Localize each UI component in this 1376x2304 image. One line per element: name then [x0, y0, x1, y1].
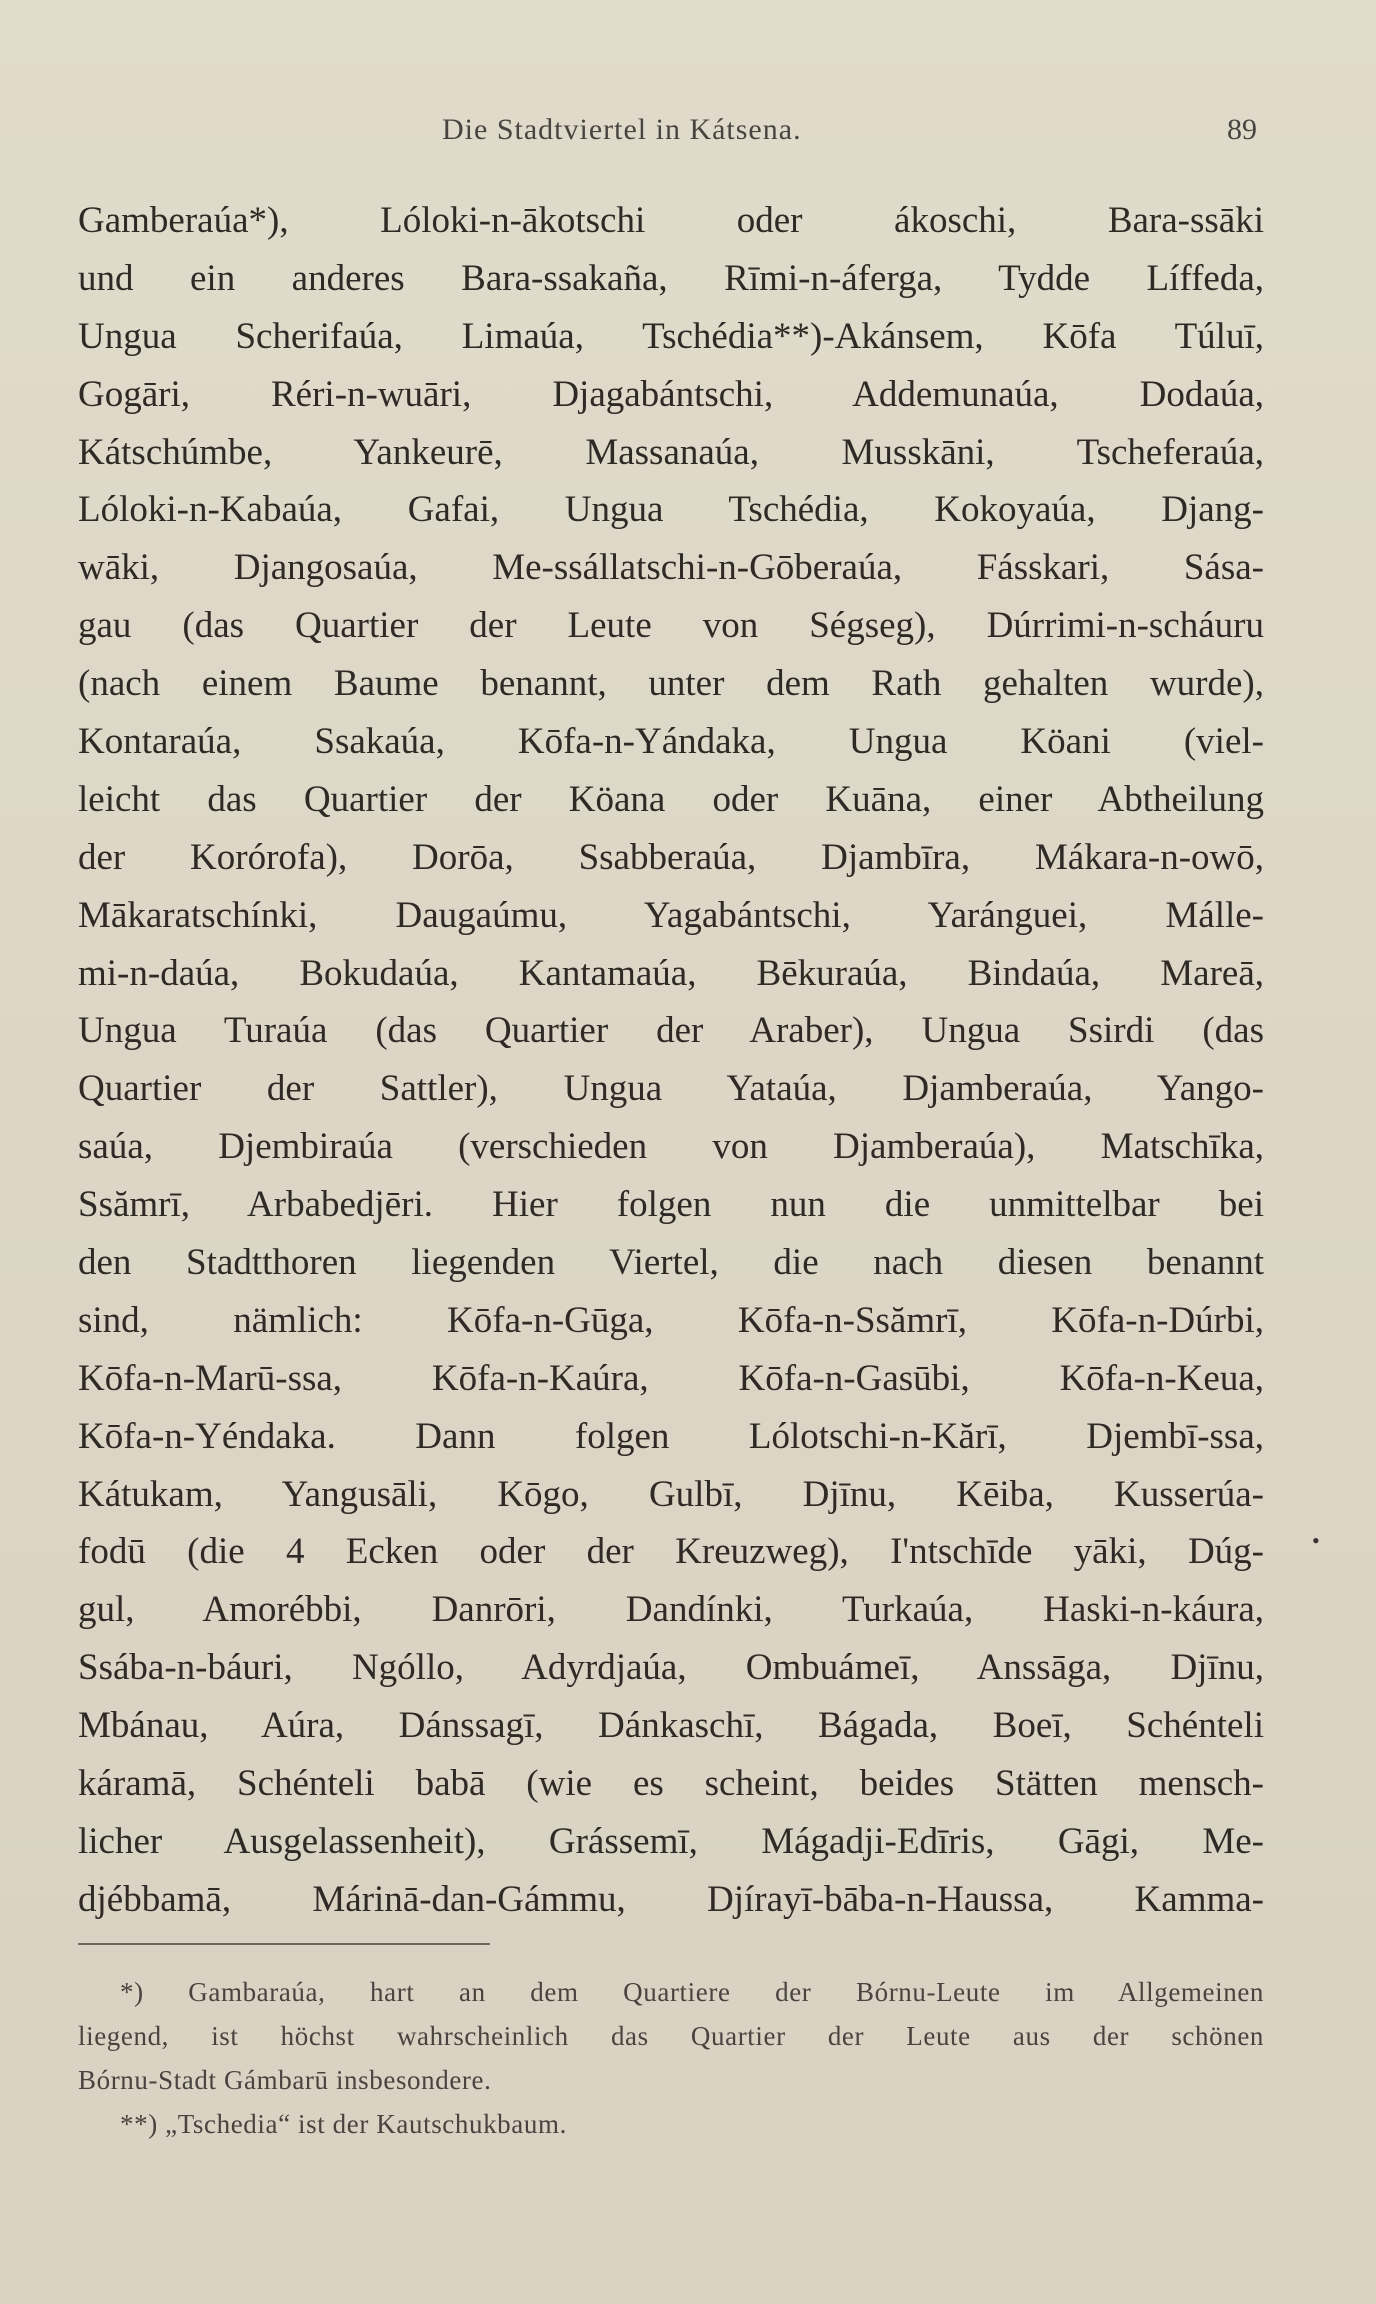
text-line: Gamberaúa*), Lóloki-n-ākotschi oder ákoschi, Bara-ssāki [78, 200, 1264, 241]
text-line: sind, nämlich: Kōfa-n-Gūga, Kōfa-n-Ssămrī, Kōfa-n-Dúrbi, [78, 1299, 1264, 1341]
text-line: leicht das Quartier der Köana oder Kuāna, einer Abtheilung [78, 778, 1264, 820]
text-line: den Stadtthoren liegenden Viertel, die nach diesen benannt [78, 1242, 1264, 1284]
footnote-line: Bórnu-Stadt Gámbarū insbesondere. [78, 2065, 492, 2095]
text-line: licher Ausgelassenheit), Grássemī, Mágadji-Edīris, Gāgi, Me- [78, 1820, 1264, 1862]
text-line: Kontaraúa, Ssakaúa, Kōfa-n-Yándaka, Ungua Köani (viel- [78, 721, 1264, 763]
text-line: Ungua Scherifaúa, Limaúa, Tschédia**)-Akánsem, Kōfa Túluī, [78, 315, 1264, 357]
text-line: káramā, Schénteli babā (wie es scheint, beides Stätten mensch- [78, 1763, 1264, 1805]
running-title: Die Stadtviertel in Kátsena. [442, 113, 802, 146]
body-text [78, 192, 1264, 1929]
text-line: Ssába-n-báuri, Ngóllo, Adyrdjaúa, Ombuámeī, Anssāga, Djīnu, [78, 1647, 1264, 1689]
footnote-line: liegend, ist höchst wahrscheinlich das Quartier der Leute aus der schönen [78, 2021, 1264, 2051]
text-line: saúa, Djembiraúa (verschieden von Djamberaúa), Matschīka, [78, 1126, 1264, 1168]
text-line: fodū (die 4 Ecken oder der Kreuzweg), I'ntschīde yāki, Dúg- [78, 1531, 1264, 1573]
text-line: Quartier der Sattler), Ungua Yataúa, Djamberaúa, Yango- [78, 1068, 1264, 1110]
text-line: Lóloki-n-Kabaúa, Gafai, Ungua Tschédia, Kokoyaúa, Djang- [78, 489, 1264, 531]
text-line: Ungua Turaúa (das Quartier der Araber), Ungua Ssirdi (das [78, 1010, 1264, 1052]
text-line: wāki, Djangosaúa, Me-ssállatschi-n-Gōberaúa, Fásskari, Sása- [78, 547, 1264, 589]
text-line: Kátschúmbe, Yankeurē, Massanaúa, Musskāni, Tscheferaúa, [78, 431, 1264, 473]
text-line: gau (das Quartier der Leute von Ségseg), Dúrrimi-n-scháuru [78, 605, 1264, 647]
footnote-line: **) „Tschedia“ ist der Kautschukbaum. [120, 2109, 567, 2139]
text-line: Mākaratschínki, Daugaúmu, Yagabántschi, Yaránguei, Málle- [78, 894, 1264, 936]
page-number: 89 [1227, 113, 1257, 146]
text-line: gul, Amorébbi, Danrōri, Dandínki, Turkaúa, Haski-n-káura, [78, 1589, 1264, 1631]
text-line: Ssămrī, Arbabedjēri. Hier folgen nun die unmittelbar bei [78, 1184, 1264, 1226]
text-line: (nach einem Baume benannt, unter dem Rath gehalten wurde), [78, 663, 1264, 705]
text-line: Kátukam, Yangusāli, Kōgo, Gulbī, Djīnu, Kēiba, Kusserúa- [78, 1473, 1264, 1515]
footnote-line: *) Gambaraúa, hart an dem Quartiere der Bórnu-Leute im Allgemeinen [120, 1977, 1264, 2007]
margin-mark: • [1312, 1528, 1320, 1553]
text-line: Kōfa-n-Yéndaka. Dann folgen Lólotschi-n-Kărī, Djembī-ssa, [78, 1415, 1264, 1457]
text-line: Gogāri, Réri-n-wuāri, Djagabántschi, Addemunaúa, Dodaúa, [78, 373, 1264, 415]
footnote-rule [78, 1943, 490, 1945]
page-header [0, 113, 1376, 153]
footnotes [78, 1970, 1264, 2146]
text-line: mi-n-daúa, Bokudaúa, Kantamaúa, Bēkuraúa, Bindaúa, Mareā, [78, 952, 1264, 994]
text-line: und ein anderes Bara-ssakaña, Rīmi-n-áferga, Tydde Líffeda, [78, 257, 1264, 299]
text-line: Mbánau, Aúra, Dánssagī, Dánkaschī, Bágada, Boeī, Schénteli [78, 1705, 1264, 1747]
text-line: djébbamā, Márinā-dan-Gámmu, Djírayī-bāba-n-Haussa, Kamma- [78, 1878, 1264, 1920]
text-line: der Korórofa), Dorōa, Ssabberaúa, Djambīra, Mákara-n-owō, [78, 836, 1264, 878]
text-line: Kōfa-n-Marū-ssa, Kōfa-n-Kaúra, Kōfa-n-Gasūbi, Kōfa-n-Keua, [78, 1357, 1264, 1399]
